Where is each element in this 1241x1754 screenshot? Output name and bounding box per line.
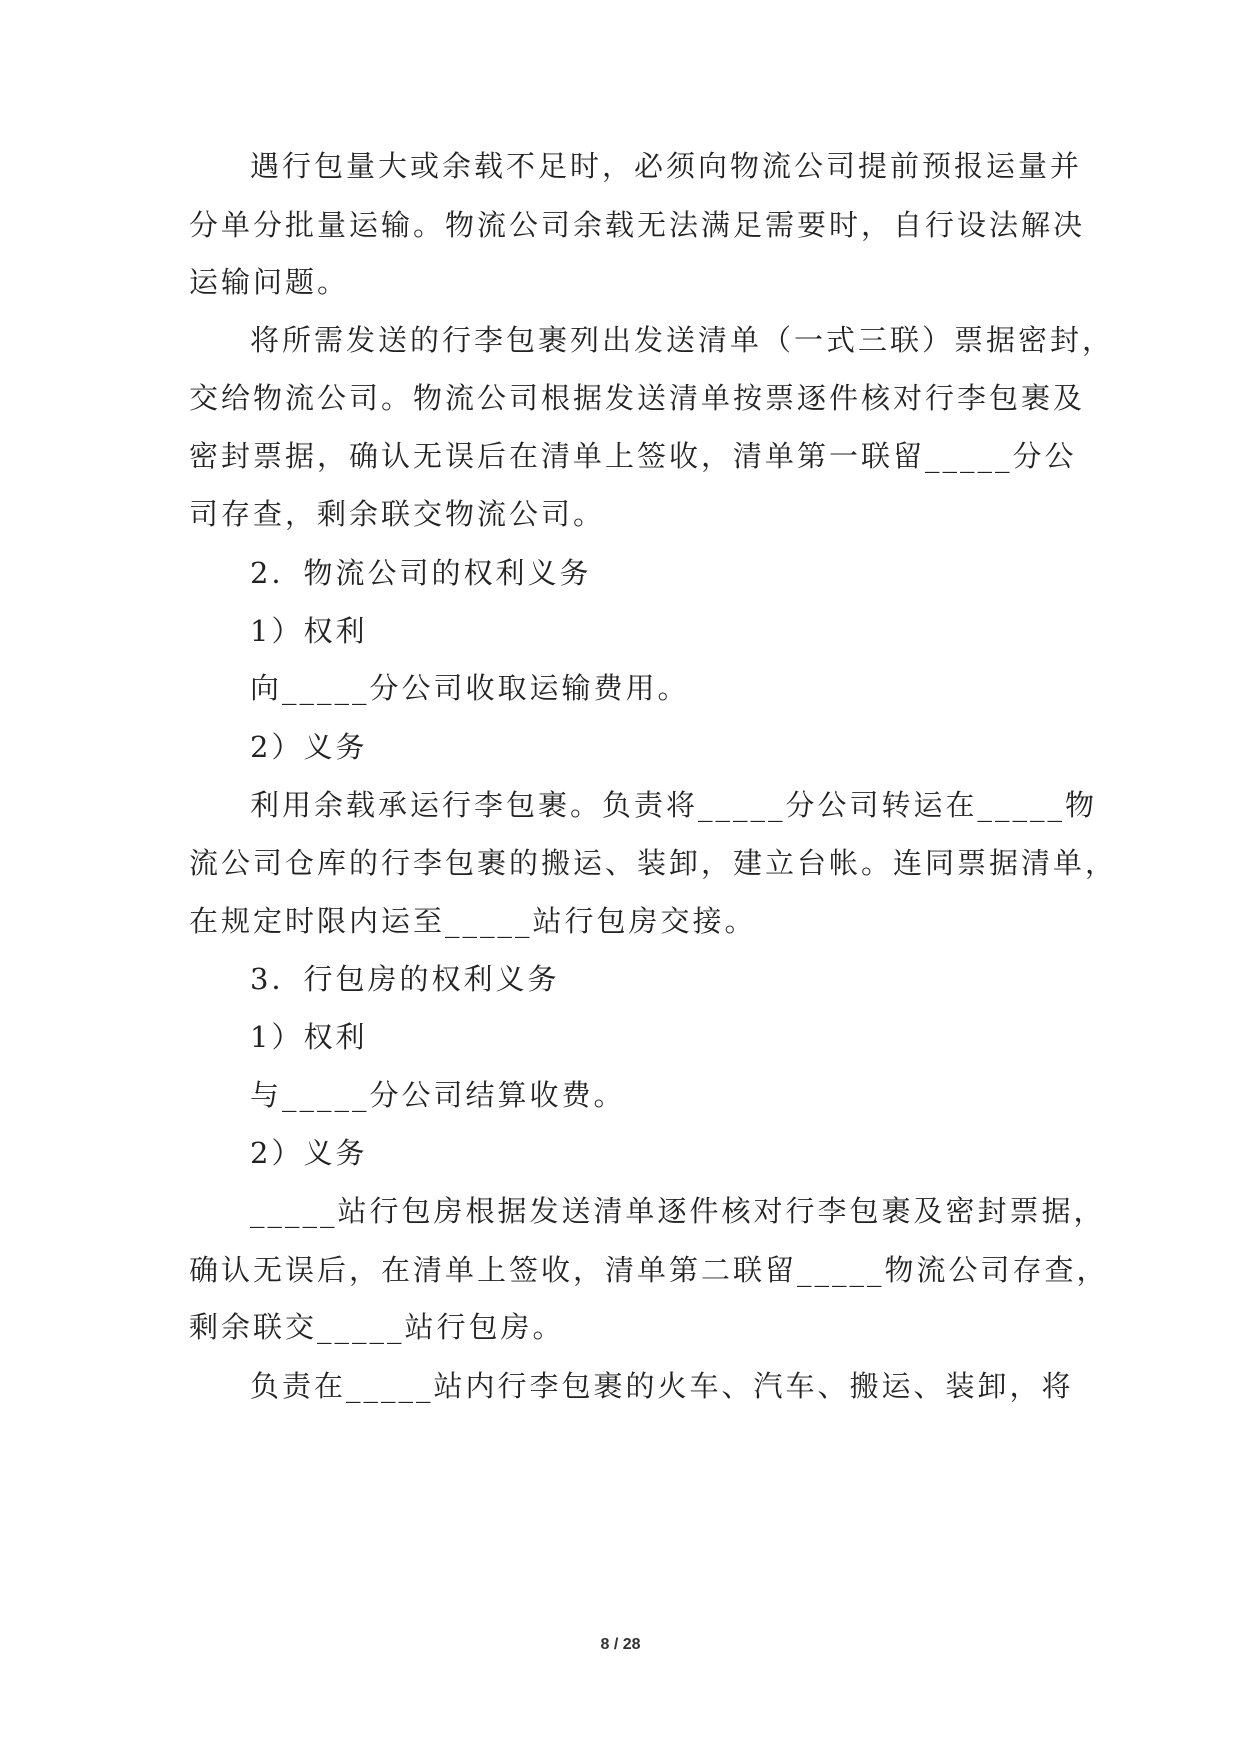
text-line: 分单分批量运输。物流公司余载无法满足需要时，自行设法解决 xyxy=(189,208,1086,242)
subsection-heading: 2）义务 xyxy=(250,730,368,764)
subsection-heading: 2）义务 xyxy=(250,1136,368,1170)
text-line: 交给物流公司。物流公司根据发送清单按票逐件核对行李包裹及 xyxy=(189,381,1086,415)
text-line: 确认无误后，在清单上签收，清单第二联留_____物流公司存查， xyxy=(189,1253,1109,1287)
section-heading: 2．物流公司的权利义务 xyxy=(250,556,592,590)
text-line: 在规定时限内运至_____站行包房交接。 xyxy=(189,904,757,938)
text-line: 密封票据，确认无误后在清单上签收，清单第一联留_____分公 xyxy=(189,439,1077,473)
text-line: 剩余联交_____站行包房。 xyxy=(189,1310,565,1344)
section-heading: 3．行包房的权利义务 xyxy=(250,962,560,996)
text-line: 与_____分公司结算收费。 xyxy=(250,1078,626,1112)
subsection-heading: 1）权利 xyxy=(250,614,368,648)
text-line: 司存查，剩余联交物流公司。 xyxy=(189,497,606,531)
text-line: 负责在_____站内行李包裹的火车、汽车、搬运、装卸，将 xyxy=(250,1369,1074,1403)
text-line: 利用余载承运行李包裹。负责将_____分公司转运在_____物 xyxy=(250,788,1098,822)
text-line: _____站行包房根据发送清单逐件核对行李包裹及密封票据， xyxy=(250,1194,1106,1228)
text-line: 运输问题。 xyxy=(189,265,350,299)
page-number: 8 / 28 xyxy=(600,1636,641,1653)
text-line: 流公司仓库的行李包裹的搬运、装卸，建立台帐。连同票据清单， xyxy=(189,846,1118,880)
text-line: 向_____分公司收取运输费用。 xyxy=(250,671,690,705)
text-line: 将所需发送的行李包裹列出发送清单（一式三联）票据密封， xyxy=(250,323,1115,357)
subsection-heading: 1）权利 xyxy=(250,1020,368,1054)
text-line: 遇行包量大或余载不足时，必须向物流公司提前预报运量并 xyxy=(250,149,1083,183)
